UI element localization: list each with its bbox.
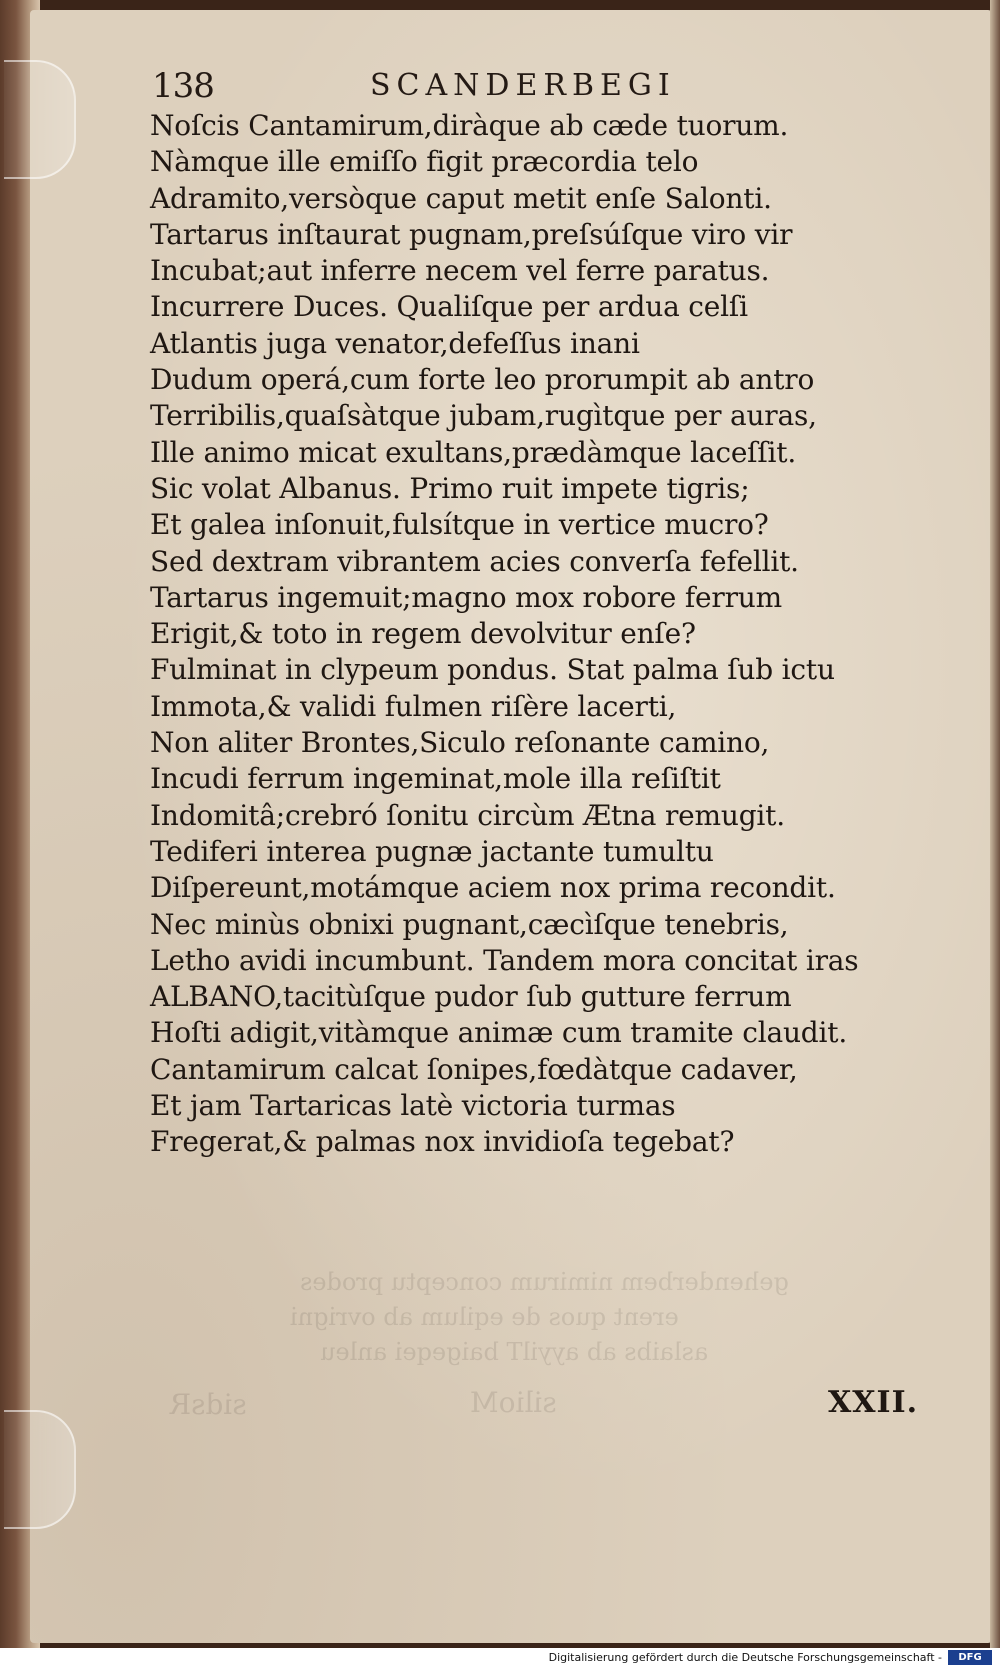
verse-line: Hoſti adigit,vitàmque animæ cum tramite claudit. [150, 1016, 848, 1050]
show-through-text: aslaibs ab ayyilT baigeqei anleu [320, 1338, 709, 1366]
verse-line: Incudi ferrum ingeminat,mole illa reſiſtit [150, 762, 721, 796]
verse-line: Letho avidi incumbunt. Tandem mora concitat iras [150, 943, 859, 977]
verse-line: Cantamirum calcat ſonipes,fœdàtque cadaver, [150, 1052, 798, 1086]
verse-line: Sic volat Albanus. Primo ruit impete tigris; [150, 471, 750, 505]
verse-line: Dudum operá,cum forte leo prorumpit ab antro [150, 363, 815, 397]
show-through-text: silioM [470, 1386, 557, 1419]
verse-line: Fulminat in clypeum pondus. Stat palma ſub ictu [150, 653, 835, 687]
verse-line: Sed dextram vibrantem acies converſa fefellit. [150, 544, 799, 578]
show-through-text: gehenderbem nimirum conceptu prodes [300, 1268, 789, 1296]
page-right-edge [990, 0, 1000, 1648]
verse-line: Tartarus ingemuit;magno mox robore ferrum [150, 580, 782, 614]
verse-line: ALBANO,tacitùſque pudor ſub gutture ferrum [150, 980, 792, 1014]
dfg-logo: DFG [948, 1650, 992, 1665]
verse-line: Ille animo micat exultans,prædàmque laceſſit. [150, 435, 797, 469]
verse-line: Et jam Tartaricas latè victoria turmas [150, 1089, 676, 1123]
verse-line: Diſpereunt,motámque aciem nox prima recondit. [150, 871, 836, 905]
running-title: SCANDERBEGI [370, 68, 676, 103]
verse-line: Tediferi interea pugnæ jactante tumultu [150, 834, 714, 868]
show-through-text: sidsR [170, 1388, 247, 1421]
verse-line: Immota,& validi fulmen riſère lacerti, [150, 689, 677, 723]
verse-line: Indomitâ;crebró ſonitu circùm Ætna remugit. [150, 798, 785, 832]
verse-line: Atlantis juga venator,defeſſus inani [150, 326, 640, 360]
glass-clip-top [4, 60, 76, 179]
verse-line: Incurrere Duces. Qualiſque per ardua celſi [150, 290, 748, 324]
verse-line: Nàmque ille emiſſo figit præcordia telo [150, 145, 699, 179]
glass-clip-bottom [4, 1410, 76, 1529]
verse-line: Incubat;aut inferre necem vel ferre paratus. [150, 254, 770, 288]
page-number: 138 [152, 66, 214, 106]
show-through-text: erent quos de eqilum ab ovrigni [290, 1303, 679, 1331]
verse-line: Fregerat,& palmas nox invidioſa tegebat? [150, 1125, 735, 1159]
verse-line: Non aliter Brontes,Siculo reſonante camino, [150, 726, 770, 760]
verse-line: Et galea inſonuit,fulsítque in vertice mucro? [150, 508, 769, 542]
verse-line: Tartarus inſtaurat pugnam,preſsúſque viro vir [150, 217, 793, 251]
digitization-credit: Digitalisierung gefördert durch die Deutsche Forschungsgemeinschaft - [548, 1651, 942, 1664]
verse-line: Terribilis,quaſsàtque jubam,rugìtque per auras, [150, 399, 817, 433]
verse-line: Nec minùs obnixi pugnant,cæcìſque tenebris, [150, 907, 789, 941]
verse-line: Noſcis Cantamirum,diràque ab cæde tuorum. [150, 109, 789, 142]
verse-text-block [150, 108, 880, 1161]
verse-line: Adramito,versòque caput metit enſe Salonti. [150, 181, 772, 215]
signature-mark: XXII. [828, 1385, 919, 1420]
verse-line: Erigit,& toto in regem devolvitur enſe? [150, 617, 696, 651]
footer-bar [0, 1648, 1000, 1669]
